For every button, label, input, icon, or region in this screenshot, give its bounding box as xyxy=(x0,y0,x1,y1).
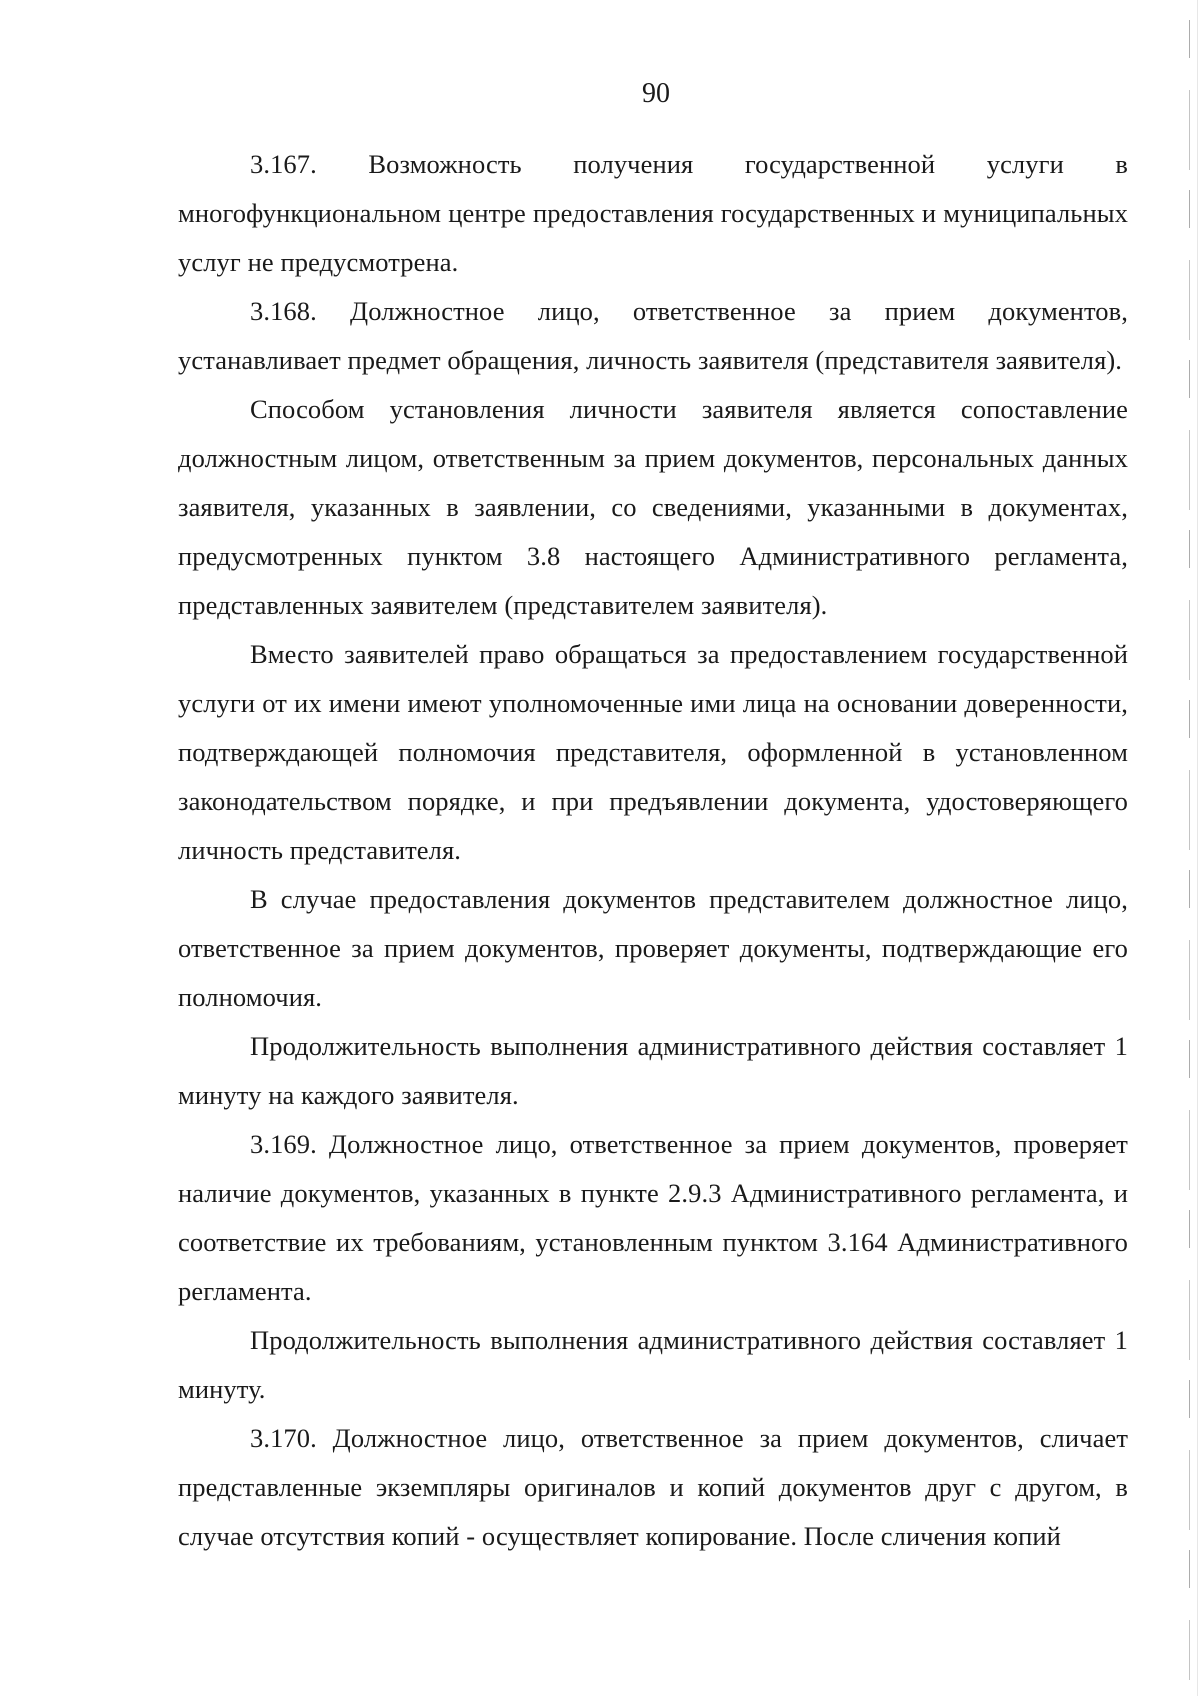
paragraph-3-168: 3.168. Должностное лицо, ответственное за прием документов, устанавливает предмет обращения, личность заявителя (представителя заявителя). xyxy=(178,296,1128,375)
scan-edge-shadow xyxy=(1197,0,1198,1696)
scan-edge-line xyxy=(1189,20,1190,1680)
paragraph-3-170: 3.170. Должностное лицо, ответственное за прием документов, сличает представленные экземпляры оригиналов и копий документов друг с другом, в случае отсутствия копий - осуществляет копирование. После сличения копий xyxy=(178,1423,1128,1551)
paragraph-representative-check: В случае предоставления документов представителем должностное лицо, ответственное за прием документов, проверяет документы, подтверждающие его полномочия. xyxy=(178,884,1128,1012)
page-number: 90 xyxy=(642,78,670,109)
body-text xyxy=(178,140,1128,1561)
paragraph-3-167: 3.167. Возможность получения государственной услуги в многофункциональном центре предоставления государственных и муниципальных услуг не предусмотрена. xyxy=(178,149,1128,277)
paragraph-identity-method: Способом установления личности заявителя является сопоставление должностным лицом, ответственным за прием документов, персональных данных заявителя, указанных в заявлении, со сведениями, указанными в документах, предусмотренных пунктом 3.8 настоящего Административного регламента, представленных заявителем (представителем заявителя). xyxy=(178,394,1128,620)
paragraph-representatives: Вместо заявителей право обращаться за предоставлением государственной услуги от их имени имеют уполномоченные ими лица на основании доверенности, подтверждающей полномочия представителя, оформленной в установленном законодательством порядке, и при предъявлении документа, удостоверяющего личность представителя. xyxy=(178,639,1128,865)
paragraph-duration-1: Продолжительность выполнения административного действия составляет 1 минуту на каждого заявителя. xyxy=(178,1031,1128,1110)
paragraph-duration-2: Продолжительность выполнения административного действия составляет 1 минуту. xyxy=(178,1325,1128,1404)
paragraph-3-169: 3.169. Должностное лицо, ответственное за прием документов, проверяет наличие документов, указанных в пункте 2.9.3 Административного регламента, и соответствие их требованиям, установленным пунктом 3.164 Административного регламента. xyxy=(178,1129,1128,1306)
